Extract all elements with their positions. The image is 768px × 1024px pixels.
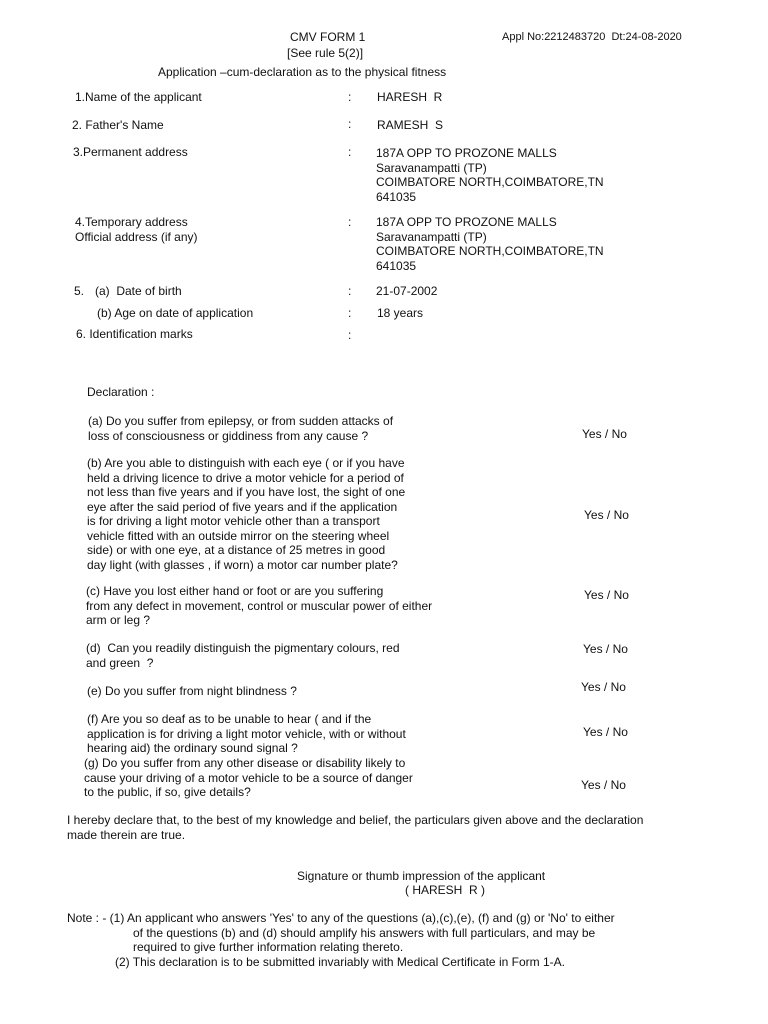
application-number: Appl No:2212483720 Dt:24-08-2020 (502, 31, 682, 43)
question-line: arm or leg ? (86, 613, 151, 627)
dob-number: 5. (74, 284, 85, 298)
name-label: 1.Name of the applicant (75, 90, 202, 104)
question-line: (a) Do you suffer from epilepsy, or from sudden attacks of (88, 414, 394, 428)
permanent-address-label: 3.Permanent address (73, 145, 188, 159)
address-line: COIMBATORE NORTH,COIMBATORE,TN (376, 175, 604, 189)
question-line: (d) Can you readily distinguish the pigmentary colours, red (86, 641, 400, 655)
form-subtitle: Application –cum-declaration as to the physical fitness (158, 65, 447, 79)
question-line: (c) Have you lost either hand or foot or are you suffering (86, 584, 384, 598)
temporary-address-label-line1: 4.Temporary address (75, 215, 188, 229)
name-value: HARESH R (377, 90, 443, 104)
note-line-3: required to give further information relating thereto. (133, 940, 404, 954)
question-line: is for driving a light motor vehicle other than a transport (87, 514, 380, 528)
question-line: hearing aid) the ordinary sound signal ? (87, 741, 298, 755)
question-e (87, 684, 297, 699)
name-colon: : (348, 90, 352, 104)
address-line: 187A OPP TO PROZONE MALLS (376, 215, 557, 229)
dob-label: (a) Date of birth (95, 284, 182, 298)
question-line: vehicle fitted with an outside mirror on the steering wheel (87, 528, 390, 543)
question-g (84, 756, 413, 800)
question-c (86, 584, 432, 628)
temporary-address-label-line2: Official address (if any) (75, 229, 198, 244)
question-line: (g) Do you suffer from any other disease or disability likely to (84, 756, 406, 770)
question-line: not less than five years and if you have lost, the sight of one (87, 485, 406, 499)
note-line-1: Note : - (1) An applicant who answers 'Yes' to any of the questions (a),(c),(e), (f) and (g) or 'No' to either (67, 911, 615, 925)
answer-a: Yes / No (582, 427, 627, 441)
answer-f: Yes / No (583, 725, 628, 739)
address-line: Saravanampatti (TP) (376, 160, 487, 175)
question-line: (b) Are you able to distinguish with each eye ( or if you have (87, 456, 405, 470)
question-line: (f) Are you so deaf as to be unable to hear ( and if the (87, 712, 372, 726)
age-label: (b) Age on date of application (97, 306, 254, 320)
question-line: application is for driving a light motor vehicle, with or without (87, 726, 406, 741)
question-d (86, 641, 400, 670)
question-line: side) or with one eye, at a distance of 25 metres in good (87, 543, 386, 557)
question-line: day light (with glasses , if worn) a motor car number plate? (87, 557, 398, 572)
temporary-address-label (75, 215, 198, 244)
form-title: CMV FORM 1 (290, 30, 366, 44)
question-line: cause your driving of a motor vehicle to be a source of danger (84, 770, 413, 785)
rule-reference: [See rule 5(2)] (287, 46, 364, 60)
declaration-statement (67, 813, 643, 842)
permanent-address-value (376, 146, 604, 204)
question-line: (e) Do you suffer from night blindness ? (87, 684, 297, 698)
address-line: COIMBATORE NORTH,COIMBATORE,TN (376, 244, 604, 258)
question-line: from any defect in movement, control or muscular power of either (86, 598, 433, 613)
question-line: and green ? (86, 655, 154, 670)
answer-e: Yes / No (581, 680, 626, 694)
dob-colon: : (348, 284, 352, 298)
answer-b: Yes / No (584, 508, 629, 522)
question-line: loss of consciousness or giddiness from any cause ? (88, 428, 369, 443)
note-line-4: (2) This declaration is to be submitted invariably with Medical Certificate in Form 1-A. (115, 955, 565, 969)
permanent-address-colon: : (348, 145, 352, 159)
statement-line: made therein are true. (67, 827, 186, 842)
address-line: Saravanampatti (TP) (376, 229, 487, 244)
answer-d: Yes / No (583, 642, 628, 656)
signature-name: ( HARESH R ) (405, 883, 486, 897)
declaration-heading: Declaration : (87, 385, 155, 399)
age-colon: : (348, 306, 352, 320)
question-line: eye after the said period of five years and if the application (87, 499, 398, 514)
temporary-address-colon: : (348, 215, 352, 229)
statement-line: I hereby declare that, to the best of my knowledge and belief, the particulars given above and the declaration (67, 813, 644, 827)
identification-marks-colon: : (348, 328, 352, 342)
identification-marks-label: 6. Identification marks (76, 327, 193, 341)
note-line-2: of the questions (b) and (d) should amplify his answers with full particulars, and may be (133, 926, 596, 940)
answer-c: Yes / No (584, 588, 629, 602)
father-name-colon: : (348, 117, 352, 131)
question-b (87, 456, 405, 572)
question-line: held a driving licence to drive a motor vehicle for a period of (87, 470, 404, 485)
address-line: 641035 (376, 258, 417, 273)
answer-g: Yes / No (581, 778, 626, 792)
father-name-label: 2. Father's Name (72, 118, 164, 132)
dob-value: 21-07-2002 (376, 284, 438, 298)
question-f (87, 712, 406, 756)
question-a (88, 414, 393, 443)
age-value: 18 years (377, 306, 424, 320)
temporary-address-value (376, 215, 604, 273)
father-name-value: RAMESH S (377, 118, 444, 132)
address-line: 641035 (376, 189, 417, 204)
address-line: 187A OPP TO PROZONE MALLS (376, 146, 557, 160)
question-line: to the public, if so, give details? (84, 785, 251, 799)
signature-label: Signature or thumb impression of the applicant (297, 869, 546, 883)
